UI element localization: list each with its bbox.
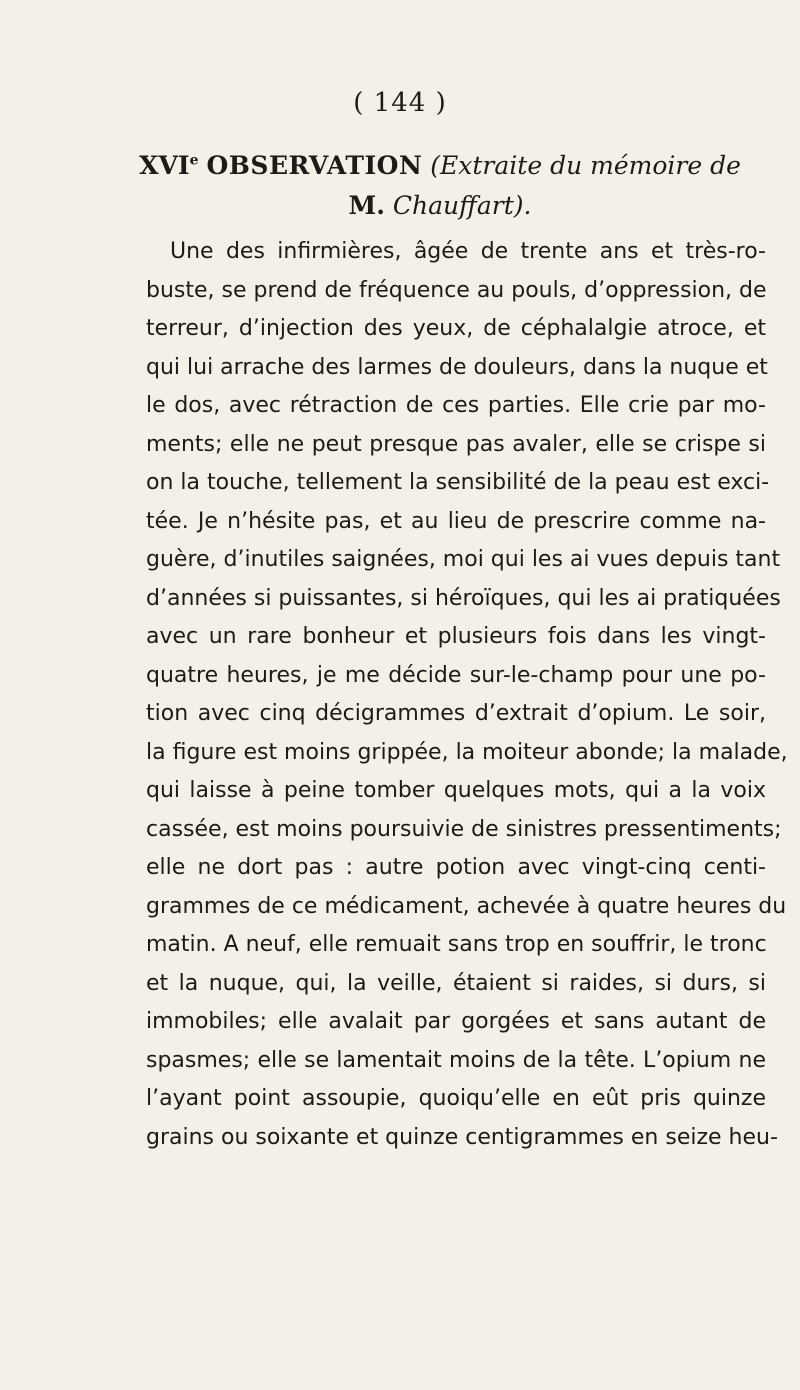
heading-line-1 [120, 146, 760, 186]
author-name: Chauffart [392, 191, 514, 220]
text-line: tion avec cinq décigrammes d’extrait d’opium. Le soir, [146, 701, 766, 726]
body-paragraph [146, 233, 788, 1157]
text-line: qui lui arrache des larmes de douleurs, dans la nuque et [146, 354, 768, 380]
text-line: grains ou soixante et quinze centigrammes en seize heu- [146, 1124, 778, 1150]
text-line: l’ayant point assoupie, quoiqu’elle en eût pris quinze [146, 1086, 766, 1111]
page-number: ( 144 ) [353, 88, 447, 118]
text-line: tée. Je n’hésite pas, et au lieu de prescrire comme na- [146, 508, 766, 534]
text-line: cassée, est moins poursuivie de sinistres pressentiments; [146, 816, 782, 842]
text-line: Une des infirmières, âgée de trente ans et très-ro- [170, 239, 766, 264]
text-line: guère, d’inutiles saignées, moi qui les ai vues depuis tant [146, 547, 781, 572]
observation-number: XVI [139, 151, 190, 180]
text-line: ments; elle ne peut presque pas avaler, elle se crispe si [146, 431, 766, 457]
text-line: immobiles; elle avalait par gorgées et sans autant de [146, 1009, 766, 1034]
text-line: elle ne dort pas : autre potion avec vingt-cinq centi- [146, 855, 766, 880]
text-line: avec un rare bonheur et plusieurs fois dans les vingt- [146, 624, 766, 649]
text-line: terreur, d’injection des yeux, de céphalalgie atroce, et [146, 316, 766, 341]
observation-heading [120, 146, 760, 226]
text-line: on la touche, tellement la sensibilité de la peau est exci- [146, 470, 770, 495]
text-line: et la nuque, qui, la veille, étaient si raides, si durs, si [146, 970, 766, 996]
observation-number-superscript: e [189, 152, 199, 169]
observation-title: OBSERVATION [206, 151, 423, 180]
heading-line-2 [120, 186, 760, 226]
author-initial: M. [348, 191, 385, 220]
text-line: qui laisse à peine tomber quelques mots, qui a la voix [146, 778, 766, 803]
text-line: spasmes; elle se lamentait moins de la tête. L’opium ne [146, 1047, 766, 1073]
text-line: quatre heures, je me décide sur-le-champ pour une po- [146, 662, 766, 688]
text-line: buste, se prend de fréquence au pouls, d’oppression, de [146, 277, 767, 303]
text-line: la figure est moins grippée, la moiteur abonde; la malade, [146, 739, 788, 765]
text-line: grammes de ce médicament, achevée à quatre heures du [146, 893, 787, 919]
source-suffix: ). [513, 191, 532, 220]
text-line: d’années si puissantes, si héroïques, qui les ai pratiquées [146, 585, 781, 611]
text-line: matin. A neuf, elle remuait sans trop en souffrir, le tronc [146, 932, 767, 957]
text-line: le dos, avec rétraction de ces parties. Elle crie par mo- [146, 393, 766, 418]
source-prefix: (Extraite du mémoire de [430, 151, 741, 180]
